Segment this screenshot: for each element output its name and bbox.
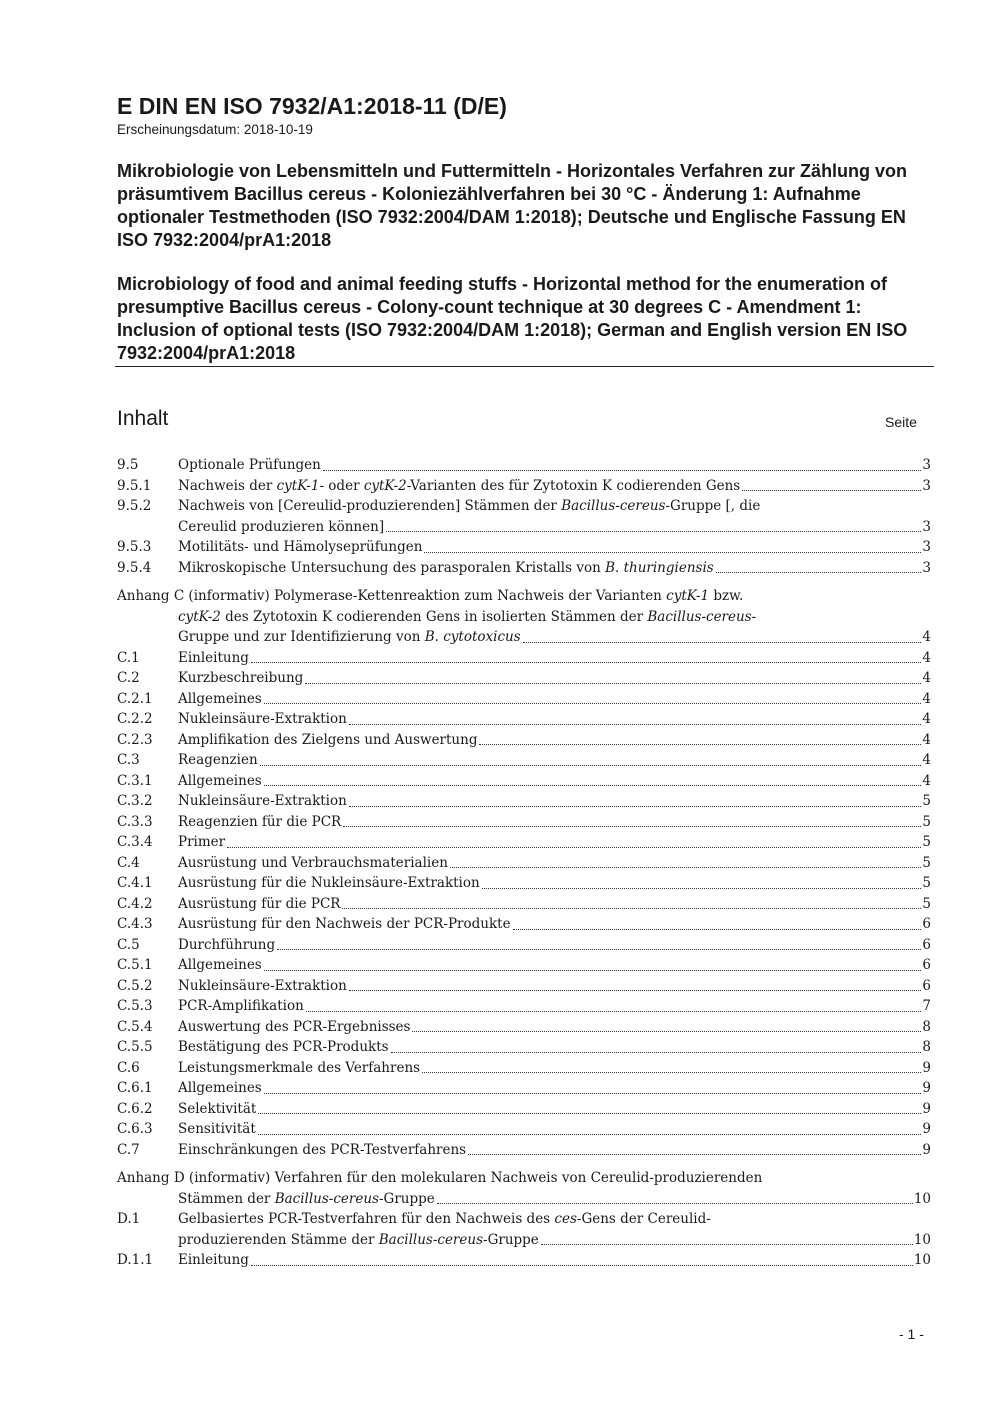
toc-number: C.5 xyxy=(117,936,140,953)
toc-number: C.3.4 xyxy=(117,834,153,850)
toc-leader xyxy=(258,1113,921,1114)
toc-number: C.6.2 xyxy=(117,1100,153,1117)
toc-number: 9.5.1 xyxy=(117,477,152,494)
toc-leader xyxy=(277,949,921,950)
toc-entry-c-6-2[interactable] xyxy=(117,1099,931,1120)
toc-entry-c-3-3[interactable] xyxy=(117,812,931,833)
toc-title: Nukleinsäure-Extraktion xyxy=(178,977,347,994)
toc-leader xyxy=(422,1072,921,1073)
toc-page: 10 xyxy=(913,1190,931,1207)
toc-leader xyxy=(349,724,922,725)
toc-number: 9.5 xyxy=(117,457,139,473)
toc-leader xyxy=(523,642,922,643)
toc-entry-c-2[interactable] xyxy=(117,668,931,689)
toc-entry-c-4-3[interactable] xyxy=(117,914,931,935)
toc-leader xyxy=(343,826,921,827)
toc-entry-anhang-d[interactable] xyxy=(117,1168,931,1209)
toc-page: 9 xyxy=(922,1080,931,1096)
toc-number: C.5.5 xyxy=(117,1039,153,1055)
toc-number: C.2.3 xyxy=(117,731,153,748)
toc-number: C.4.2 xyxy=(117,895,153,912)
toc-title: PCR-Amplifikation xyxy=(178,998,304,1014)
toc-entry-c-5-5[interactable] xyxy=(117,1037,931,1058)
toc-title: Anhang D (informativ) Verfahren für den molekularen Nachweis von Cereulid-produzierenden xyxy=(117,1170,763,1186)
header-divider xyxy=(115,366,934,367)
toc-title: Nukleinsäure-Extraktion xyxy=(178,793,347,809)
toc-number: C.4.1 xyxy=(117,875,153,891)
toc-leader xyxy=(251,1265,913,1266)
toc-page: 3 xyxy=(922,457,931,473)
toc-number: C.7 xyxy=(117,1141,140,1158)
toc-title-part: Gelbasiertes PCR-Testverfahren für den Nachweis des xyxy=(178,1211,555,1227)
toc-entry-9-5-4[interactable] xyxy=(117,558,931,579)
toc-title-italic: cytK-1 xyxy=(276,477,320,494)
toc-title-continued xyxy=(178,1230,539,1251)
publication-date: Erscheinungsdatum: 2018-10-19 xyxy=(117,122,313,137)
toc-leader xyxy=(306,1011,922,1012)
toc-title-italic: Bacillus-cereus xyxy=(378,1231,484,1248)
toc-entry-d-1-1[interactable] xyxy=(117,1250,931,1271)
toc-page: 5 xyxy=(922,895,931,912)
toc-page: 4 xyxy=(922,649,931,666)
toc-title: Ausrüstung für die PCR xyxy=(178,895,341,912)
toc-title: Bestätigung des PCR-Produkts xyxy=(178,1039,389,1055)
page-number: - 1 - xyxy=(899,1326,924,1342)
toc-title-part: -Varianten des für Zytotoxin K codierenden Gens xyxy=(406,477,741,494)
toc-leader xyxy=(260,765,922,766)
title-english: Microbiology of food and animal feeding stuffs - Horizontal method for the enumeration of presumptive Bacillus cereus - Colony-count technique at 30 degrees C - Amendment 1: Inclusion of optional tests (ISO 7932:2004/DAM 1:2018); German and English version EN ISO 7932:2004/prA1:2018 xyxy=(117,274,908,363)
toc-number: D.1 xyxy=(117,1211,141,1227)
toc-entry-c-5-2[interactable] xyxy=(117,976,931,997)
toc-title-part: Nachweis der xyxy=(178,477,277,494)
toc-title: Allgemeines xyxy=(178,1080,262,1096)
toc-page: 4 xyxy=(922,629,931,645)
toc-title xyxy=(178,1209,711,1230)
toc-title xyxy=(117,586,743,607)
toc-title-part: bzw. xyxy=(709,588,744,604)
toc-page: 4 xyxy=(922,731,931,748)
toc-title-part: produzierenden Stämme der xyxy=(178,1231,379,1248)
toc-entry-c-3-1[interactable] xyxy=(117,771,931,792)
toc-number: 9.5.4 xyxy=(117,559,152,576)
toc-entry-c-6[interactable] xyxy=(117,1058,931,1079)
toc-leader xyxy=(305,683,921,684)
toc-page: 4 xyxy=(922,752,931,768)
toc-title: Amplifikation des Zielgens und Auswertung xyxy=(178,731,478,748)
toc-leader xyxy=(349,806,922,807)
toc-title: Nukleinsäure-Extraktion xyxy=(178,711,347,727)
toc-page: 4 xyxy=(922,690,931,707)
toc-leader xyxy=(450,867,922,868)
toc-number: C.2.2 xyxy=(117,711,153,727)
toc-title-italic: ces xyxy=(554,1211,577,1227)
toc-leader xyxy=(479,744,921,745)
toc-page-column-label: Seite xyxy=(885,414,917,430)
toc-title: Einschränkungen des PCR-Testverfahrens xyxy=(178,1141,467,1158)
toc-leader xyxy=(742,490,921,491)
toc-entry-c-5-3[interactable] xyxy=(117,996,931,1017)
toc-page: 9 xyxy=(922,1100,931,1117)
toc-title-part: Nachweis von [Cereulid-produzierenden] Stämmen der xyxy=(178,498,562,514)
toc-page: 9 xyxy=(922,1121,931,1137)
toc-title: Ausrüstung für den Nachweis der PCR-Produkte xyxy=(178,916,511,932)
toc-page: 6 xyxy=(922,957,931,973)
toc-title: Reagenzien xyxy=(178,752,258,768)
toc-leader xyxy=(513,929,922,930)
toc-number: C.2.1 xyxy=(117,690,153,707)
toc-leader xyxy=(541,1244,913,1245)
toc-number: C.5.4 xyxy=(117,1018,153,1035)
toc-title: Auswertung des PCR-Ergebnisses xyxy=(178,1018,411,1035)
toc-title: Allgemeines xyxy=(178,957,262,973)
toc-title-part: Stämmen der xyxy=(178,1190,275,1207)
toc-leader xyxy=(264,1093,922,1094)
toc-title: Allgemeines xyxy=(178,690,262,707)
toc-entry-c-1[interactable] xyxy=(117,648,931,669)
toc-entry-anhang-c[interactable] xyxy=(117,586,931,648)
toc-number: C.5.1 xyxy=(117,957,153,973)
toc-page: 9 xyxy=(922,1059,931,1076)
toc-page: 6 xyxy=(922,916,931,932)
toc-entry-c-3-4[interactable] xyxy=(117,832,931,853)
toc-entry-c-3-2[interactable] xyxy=(117,791,931,812)
toc-title: Selektivität xyxy=(178,1100,257,1117)
toc-entry-c-5[interactable] xyxy=(117,935,931,956)
toc-entry-c-2-2[interactable] xyxy=(117,709,931,730)
toc-leader xyxy=(342,908,921,909)
toc-page: 4 xyxy=(922,711,931,727)
toc-page: 9 xyxy=(922,1141,931,1158)
toc-entry-c-5-1[interactable] xyxy=(117,955,931,976)
toc-number: C.3 xyxy=(117,752,140,768)
toc-page: 5 xyxy=(922,813,931,830)
toc-leader xyxy=(482,888,922,889)
toc-number: C.4 xyxy=(117,854,140,871)
toc-leader xyxy=(424,552,921,553)
toc-entry-c-2-1[interactable] xyxy=(117,689,931,710)
toc-leader xyxy=(349,990,922,991)
toc-leader xyxy=(412,1031,921,1032)
toc-heading: Inhalt xyxy=(117,407,169,430)
toc-number: C.6.3 xyxy=(117,1121,153,1137)
toc-page: 10 xyxy=(913,1252,931,1268)
toc-page: 10 xyxy=(913,1231,931,1248)
toc-number: C.5.2 xyxy=(117,977,153,994)
toc-number: C.5.3 xyxy=(117,998,153,1014)
toc-entry-c-7[interactable] xyxy=(117,1140,931,1161)
toc-title: Ausrüstung für die Nukleinsäure-Extraktion xyxy=(178,875,480,891)
toc-title-part: Anhang C (informativ) Polymerase-Kettenreaktion zum Nachweis der Varianten xyxy=(117,588,667,604)
toc-title-italic: cytK-2 xyxy=(363,477,407,494)
toc-page: 3 xyxy=(922,518,931,535)
toc-entry-9-5-1[interactable] xyxy=(117,476,931,497)
toc-title: Reagenzien für die PCR xyxy=(178,813,342,830)
toc-title: Sensitivität xyxy=(178,1121,256,1137)
toc-entry-c-6-3[interactable] xyxy=(117,1119,931,1140)
toc-title: Kurzbeschreibung xyxy=(178,670,304,686)
toc-page: 5 xyxy=(922,793,931,809)
toc-title: Allgemeines xyxy=(178,772,262,789)
toc-number: C.2 xyxy=(117,670,140,686)
toc-entry-c-2-3[interactable] xyxy=(117,730,931,751)
toc-title-italic: cytK-1 xyxy=(666,588,710,604)
toc-title-part: Mikroskopische Untersuchung des parasporalen Kristalls von xyxy=(178,559,606,576)
toc-entry-d-1[interactable] xyxy=(117,1209,931,1250)
toc-leader xyxy=(264,970,922,971)
toc-title: Optionale Prüfungen xyxy=(178,457,321,473)
toc-title-part: - oder xyxy=(319,477,364,494)
toc-entry-c-4-1[interactable] xyxy=(117,873,931,894)
toc-number: C.3.2 xyxy=(117,793,153,809)
toc-page: 3 xyxy=(922,477,931,494)
toc-entry-c-5-4[interactable] xyxy=(117,1017,931,1038)
toc-page: 4 xyxy=(922,670,931,686)
toc-title-italic: B. thuringiensis xyxy=(605,559,714,576)
toc-page: 5 xyxy=(922,854,931,871)
toc-number: C.1 xyxy=(117,649,140,666)
toc-number: C.3.3 xyxy=(117,813,153,830)
toc-number: 9.5.2 xyxy=(117,498,152,514)
toc-page: 5 xyxy=(922,834,931,850)
toc-title-part: -Gruppe xyxy=(483,1231,539,1248)
toc-page: 5 xyxy=(922,875,931,891)
toc-entry-9-5-2[interactable] xyxy=(117,496,931,537)
toc-number: 9.5.3 xyxy=(117,539,152,555)
toc-page: 8 xyxy=(922,1018,931,1035)
toc-title-continued xyxy=(178,607,756,628)
toc-entry-c-6-1[interactable] xyxy=(117,1078,931,1099)
toc-title-part: Gruppe und zur Identifizierung von xyxy=(178,629,425,645)
toc-leader xyxy=(264,703,922,704)
toc-title-continued: Cereulid produzieren können] xyxy=(178,518,385,535)
toc-title-italic: cytK-2 xyxy=(178,608,221,625)
toc-entry-c-4[interactable] xyxy=(117,853,931,874)
toc-title: Ausrüstung und Verbrauchsmaterialien xyxy=(178,854,448,871)
toc-page: 3 xyxy=(922,559,931,576)
toc-title: Primer xyxy=(178,834,226,850)
toc-title: Einleitung xyxy=(178,1252,249,1268)
toc-number: D.1.1 xyxy=(117,1252,154,1268)
toc-title-part: -Gruppe xyxy=(378,1190,435,1207)
toc-entry-9-5-3[interactable] xyxy=(117,537,931,558)
toc-number: C.3.1 xyxy=(117,772,153,789)
toc-leader xyxy=(386,531,921,532)
toc-leader xyxy=(468,1154,921,1155)
toc-page: 3 xyxy=(922,539,931,555)
toc-entry-c-3[interactable] xyxy=(117,750,931,771)
document-id: E DIN EN ISO 7932/A1:2018-11 (D/E) xyxy=(117,93,507,119)
toc-title xyxy=(178,496,760,517)
toc-leader xyxy=(258,1134,922,1135)
toc-number: C.6 xyxy=(117,1059,140,1076)
toc-page: 8 xyxy=(922,1039,931,1055)
toc-page: 4 xyxy=(922,772,931,789)
toc-title xyxy=(178,558,714,579)
toc-leader xyxy=(716,572,922,573)
title-german: Mikrobiologie von Lebensmitteln und Futtermitteln - Horizontales Verfahren zur Zählung von präsumtivem Bacillus cereus - Koloniezählverfahren bei 30 °C - Änderung 1: Aufnahme optionaler Testmethoden (ISO 7932:2004/DAM 1:2018); Deutsche und Englische Fassung EN ISO 7932:2004/prA1:2018 xyxy=(117,161,908,250)
toc-title-italic: B. cytotoxicus xyxy=(424,629,521,645)
toc-title: Einleitung xyxy=(178,649,249,666)
toc-page: 6 xyxy=(922,936,931,953)
toc-title-continued xyxy=(178,627,521,648)
toc-title: Durchführung xyxy=(178,936,276,953)
toc-title-part: -Gruppe [, die xyxy=(665,498,761,514)
toc-leader xyxy=(251,662,921,663)
toc-entry-9-5[interactable] xyxy=(117,455,931,476)
toc-number: C.6.1 xyxy=(117,1080,153,1096)
table-of-contents xyxy=(117,455,931,1271)
toc-leader xyxy=(264,785,922,786)
toc-title: Leistungsmerkmale des Verfahrens xyxy=(178,1059,421,1076)
toc-page: 7 xyxy=(922,998,931,1014)
toc-title: Motilitäts- und Hämolyseprüfungen xyxy=(178,539,423,555)
toc-title-part: -Gens der Cereulid- xyxy=(576,1211,711,1227)
toc-title-italic: Bacillus-cereus xyxy=(561,498,666,514)
toc-entry-c-4-2[interactable] xyxy=(117,894,931,915)
toc-title-part: des Zytotoxin K codierenden Gens in isolierten Stämmen der xyxy=(220,608,648,625)
toc-leader xyxy=(391,1052,922,1053)
toc-title-continued xyxy=(178,1189,435,1210)
toc-title-italic: Bacillus-cereus xyxy=(274,1190,379,1207)
toc-number: C.4.3 xyxy=(117,916,153,932)
toc-page: 6 xyxy=(922,977,931,994)
toc-leader xyxy=(227,847,921,848)
toc-leader xyxy=(323,470,922,471)
toc-leader xyxy=(437,1203,913,1204)
toc-title xyxy=(178,476,740,497)
toc-title-italic: Bacillus-cereus- xyxy=(647,608,757,625)
